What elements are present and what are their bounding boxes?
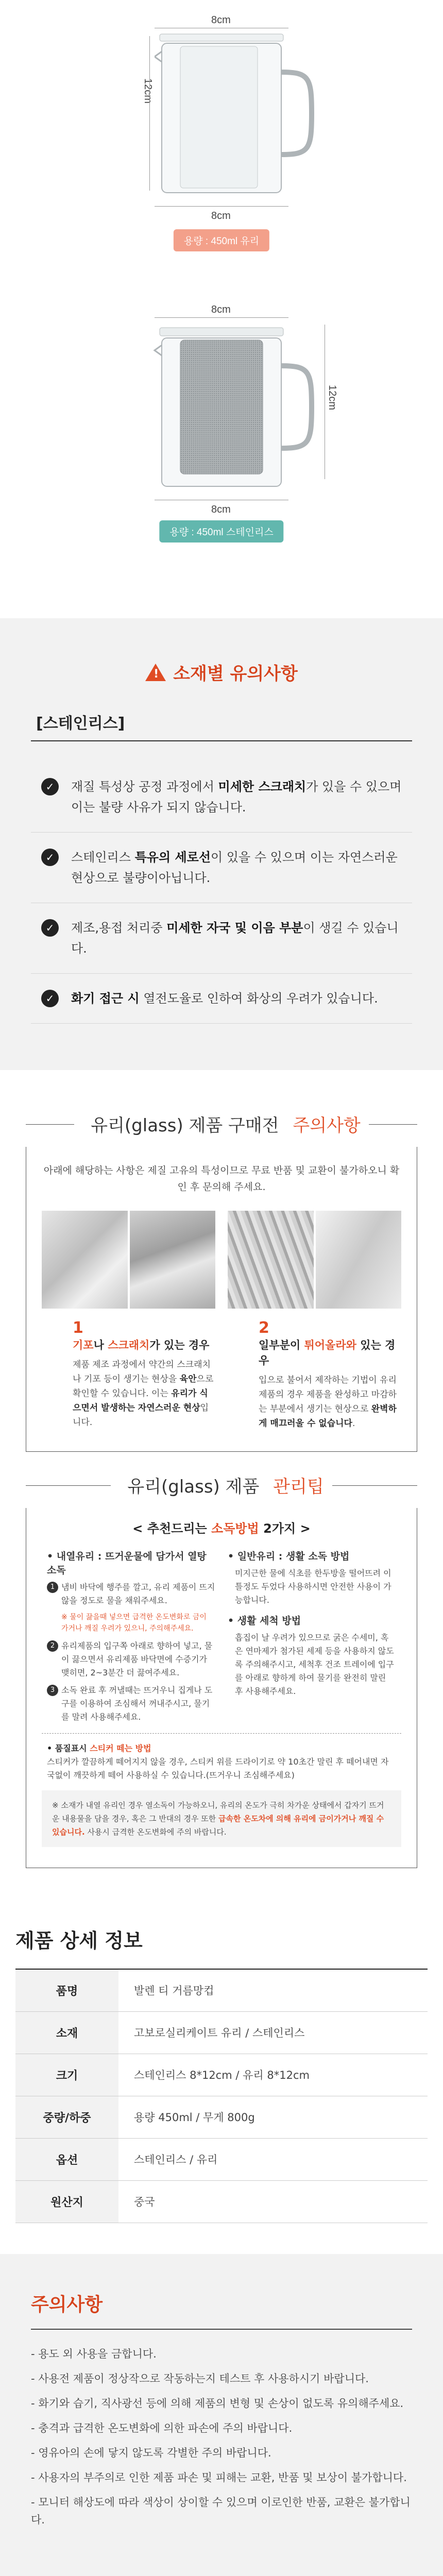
caution-section	[0, 2254, 443, 2576]
table-row: 옵션 스테인리스 / 유리	[15, 2138, 428, 2180]
warning-title: ! 소재별 유의사항	[31, 659, 412, 685]
check-icon: ✓	[41, 990, 59, 1007]
disinfection-head: < 추천드리는 소독방법 2가지 >	[132, 1521, 311, 1536]
warning-item: ✓ 제조,용접 처리중 미세한 자국 및 이음 부분이 생길 수 있습니다.	[31, 903, 412, 974]
bottom-dimension: 8cm	[211, 210, 231, 222]
bottom-dimension: 8cm	[211, 504, 231, 515]
top-dimension: 8cm	[211, 14, 231, 26]
caution-item: - 사용전 제품이 정상작으로 작동하는지 테스트 후 사용하시기 바랍니다.	[31, 2372, 369, 2385]
care-tip-title: 유리(glass) 제품 관리팁	[26, 1472, 417, 1498]
product-figure-stainless	[0, 304, 443, 618]
care-tip-box	[26, 1508, 417, 1868]
table-row: 크기 스테인리스 8*12cm / 유리 8*12cm	[15, 2054, 428, 2096]
top-dimension: 8cm	[211, 304, 231, 315]
glass-notice-box	[26, 1147, 417, 1452]
step-2-icon: 2	[47, 1640, 58, 1652]
caution-title: 주의사항	[31, 2294, 103, 2315]
table-row: 원산지 중국	[15, 2180, 428, 2223]
stainless-cup-illustration	[149, 325, 314, 495]
material-warning-section	[0, 618, 443, 1070]
case-raised-part: 2 일부분이 튀어올라와 있는 경우 입으로 불어서 제작하는 기법이 유리 제품의 경우 제품을 완성하고 마감하는 부분에서 생기는 현상으로 완벽하게 매끄러울 수 없습니다.	[228, 1211, 401, 1431]
warning-item: ✓ 스테인리스 특유의 세로선이 있을 수 있으며 이는 자연스러운 현상으로 불량이아닙니다.	[31, 833, 412, 903]
heat-glass-method: • 내열유리 : 뜨거운물에 담가서 열탕소독 1 냄비 바닥에 행주를 깔고, 유리 제품이 뜨지않을 정도로 물을 채워주세요. ※ 물이 끓을때 넣으면 급격한 온도변화로 금이 가거나 깨질 우려가 있으니, 주의해주세요. 2 유리제품의 입구쪽 아래로 향하여 넣고, 물이 끓으면서 유리제품 바닥면에 수증기가 맺히면, 2~3분간 더 끓여주세요. 3 소독 완료 후 꺼낼때는 뜨거우니 집게나 도구를 이용하여 조심해서 꺼내주시고, 물기를 말려 사용해주세요.	[47, 1551, 215, 1722]
check-icon: ✓	[41, 778, 59, 795]
capacity-label-stainless: 용량 : 450ml 스테인리스	[159, 520, 283, 543]
caution-item: - 화기와 습기, 직사광선 등에 의해 제품의 변형 및 손상이 없도록 유의해주세요.	[31, 2397, 404, 2410]
sticker-removal-tip: • 품질표시 스티커 떼는 방법 스티커가 깔끔하게 떼어지지 않을 경우, 스티커 위를 드라이기로 약 10초간 말린 후 떼어내면 자국없이 깨끗하게 떼어 사용하실 수 있습니다.(뜨거우니 조심해주세요)	[42, 1733, 401, 1782]
glass-notice-title: 유리(glass) 제품 구매전 주의사항	[26, 1111, 417, 1137]
general-glass-method: • 일반유리 : 생활 소독 방법 미지근한 물에 식초를 한두방울 떨어뜨려 이틀정도 두었다 사용하시면 안전한 사용이 가능합니다. • 생활 세척 방법 흡집이 날 우려가 있으므로 굵은 수세미, 혹은 연마제가 첨가된 세제 등을 사용하지 않도록 주의해주시고, 세척후 건조 트레이에 입구를 아래로 향하게 하여 물기를 완전히 말린 후 사용해주세요.	[228, 1551, 394, 1696]
check-icon: ✓	[41, 919, 59, 937]
bottom-dimension-line	[155, 206, 288, 207]
temperature-warning-note: ※ 소재가 내열 유리인 경우 열소독이 가능하오니, 유리의 온도가 극히 차가운 상태에서 갑자기 뜨거운 내용물을 담을 경우, 혹은 그 반대의 경우 또한 급속한 온도차에 의해 유리에 금이가거나 깨질 수 있습니다. 사용시 급격한 온도변화에 주의 바랍니다.	[42, 1790, 401, 1847]
glass-photo	[42, 1211, 128, 1309]
glass-notice-section	[0, 1070, 443, 1889]
glass-photo	[130, 1211, 216, 1309]
side-dimension: 12cm	[326, 385, 338, 410]
caution-item: - 모니터 해상도에 따라 색상이 상이할 수 있으며 이로인한 반품, 교환은 불가합니다.	[31, 2496, 411, 2526]
warning-item: ✓ 재질 특성상 공정 과정에서 미세한 스크래치가 있을 수 있으며 이는 불량 사유가 되지 않습니다.	[31, 762, 412, 833]
glass-photo	[316, 1211, 402, 1309]
warning-icon: !	[145, 664, 166, 681]
side-dimension: 12cm	[142, 78, 154, 104]
side-dimension-line	[149, 36, 150, 191]
glass-cup-illustration	[155, 31, 319, 201]
caution-item: - 용도 외 사용을 금합니다.	[31, 2347, 157, 2360]
product-detail-info	[0, 1889, 443, 2254]
warning-item: ✓ 화기 접근 시 열전도율로 인하여 화상의 우려가 있습니다.	[31, 974, 412, 1024]
caution-item: - 영유아의 손에 닿지 않도록 각별한 주의 바랍니다.	[31, 2446, 271, 2459]
step-3-icon: 3	[47, 1685, 58, 1696]
capacity-label-glass: 용량 : 450ml 유리	[174, 229, 269, 251]
caution-item: - 사용자의 부주의로 인한 제품 파손 및 피해는 교환, 반품 및 보상이 불가합니다.	[31, 2471, 407, 2484]
table-row: 중량/하중 용량 450ml / 무게 800g	[15, 2096, 428, 2138]
case-bubble-scratch: 1 기포나 스크래치가 있는 경우 제품 제조 과정에서 약간의 스크래치나 기포 등이 생기는 현상을 육안으로 확인할 수 있습니다. 이는 유리가 식으면서 발생하는 자연스러운 현상입니다.	[42, 1211, 215, 1431]
glass-notice-intro: 아래에 해당하는 사항은 제질 고유의 특성이므로 무료 반품 및 교환이 불가하오니 확인 후 문의해 주세요.	[43, 1165, 400, 1193]
table-row: 품명 발렌 티 거름망컵	[15, 1969, 428, 2011]
stainless-section-head: [스테인리스]	[31, 710, 412, 741]
check-icon: ✓	[41, 849, 59, 866]
detail-table	[15, 1969, 428, 2223]
top-dimension-line	[155, 317, 288, 318]
caution-item: - 충격과 급격한 온도변화에 의한 파손에 주의 바랍니다.	[31, 2421, 293, 2434]
step-1-icon: 1	[47, 1582, 58, 1593]
table-row: 소재 고보로실리케이트 유리 / 스테인리스	[15, 2011, 428, 2054]
detail-title: 제품 상세 정보	[15, 1929, 143, 1952]
glass-photo	[228, 1211, 314, 1309]
product-figure-glass	[0, 0, 443, 304]
